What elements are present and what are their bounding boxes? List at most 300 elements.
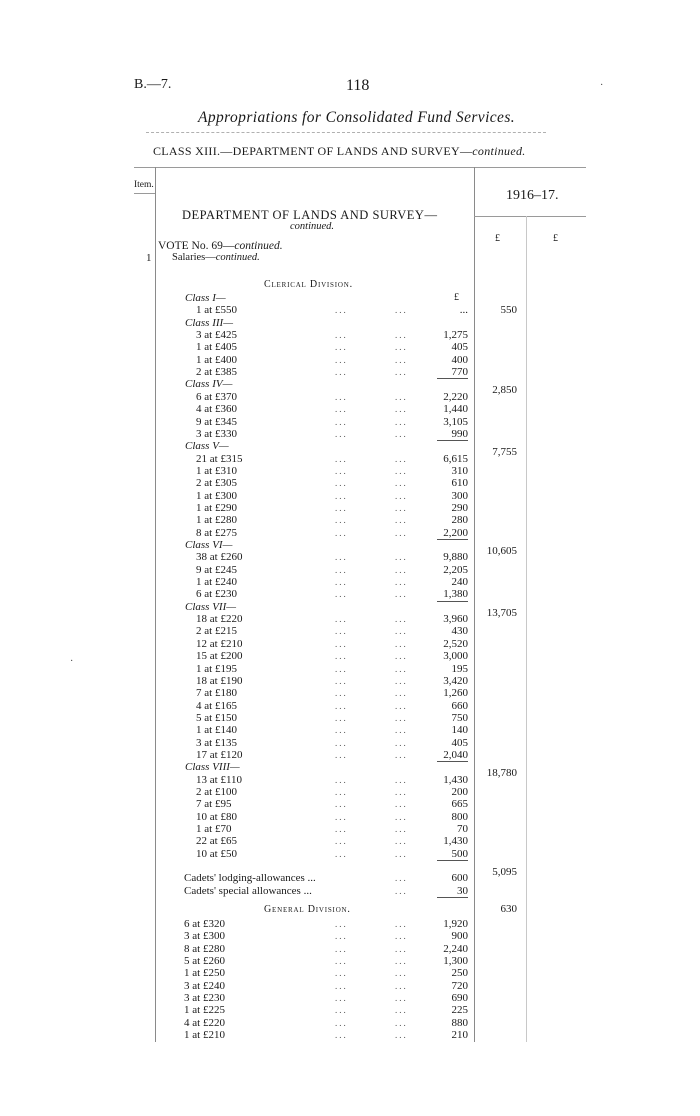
clerical-label: Class VI—	[185, 539, 233, 551]
subtotal-rule	[437, 601, 468, 602]
clerical-row	[0, 786, 700, 798]
clerical-row	[0, 835, 700, 847]
clerical-label: 6 at £230	[196, 588, 237, 601]
clerical-row	[0, 391, 700, 403]
clerical-row	[0, 329, 700, 341]
clerical-label: 18 at £190	[196, 674, 243, 687]
clerical-row	[0, 737, 700, 749]
clerical-row	[0, 502, 700, 514]
leader-dots: ...	[395, 836, 408, 847]
leader-dots: ...	[395, 638, 408, 649]
clerical-label: Cadets' special allowances ...	[184, 884, 312, 897]
general-label: 3 at £240	[184, 979, 225, 992]
clerical-label: 2 at £215	[196, 625, 237, 638]
clerical-amount: 500	[451, 847, 468, 860]
clerical-row	[0, 675, 700, 687]
clerical-row	[0, 551, 700, 563]
leader-dots: ...	[335, 956, 348, 967]
leader-dots: ...	[335, 799, 348, 810]
clerical-amount: 280	[451, 514, 468, 527]
clerical-row	[0, 304, 700, 316]
currency-header-1: £	[495, 233, 500, 244]
general-row	[0, 955, 700, 967]
clerical-row	[0, 625, 700, 637]
leader-dots: ...	[395, 725, 408, 736]
leader-dots: ...	[395, 416, 408, 427]
clerical-label: 1 at £140	[196, 724, 237, 737]
clerical-amount: 1,275	[443, 329, 468, 342]
clerical-subtotal: 7,755	[492, 446, 517, 459]
clerical-amount: 310	[451, 464, 468, 477]
leader-dots: ...	[335, 614, 348, 625]
leader-dots: ...	[335, 465, 348, 476]
currency-header-2: £	[553, 233, 558, 244]
clerical-row	[0, 465, 700, 477]
clerical-label: Class IV—	[185, 378, 233, 391]
clerical-row	[0, 576, 700, 588]
clerical-label: 17 at £120	[196, 748, 243, 761]
leader-dots: ...	[335, 980, 348, 991]
clerical-label: 4 at £360	[196, 403, 237, 416]
vote-continued: continued.	[234, 240, 283, 252]
clerical-amount: 30	[457, 884, 468, 897]
leader-dots: ...	[335, 626, 348, 637]
clerical-label: 1 at £405	[196, 341, 237, 354]
clerical-amount: 430	[451, 625, 468, 638]
clerical-row	[0, 600, 700, 619]
leader-dots: ...	[335, 515, 348, 526]
leader-dots: ...	[395, 367, 408, 378]
general-amount: 690	[451, 992, 468, 1005]
leader-dots: ...	[395, 968, 408, 979]
general-row	[0, 967, 700, 979]
leader-dots: ...	[335, 700, 348, 711]
class-heading-continued: continued.	[472, 144, 526, 158]
leader-dots: ...	[395, 931, 408, 942]
class-heading-text: CLASS XIII.—DEPARTMENT OF LANDS AND SURVEY—	[153, 144, 473, 158]
clerical-label: 10 at £50	[196, 847, 237, 860]
clerical-amount: 1,430	[443, 773, 468, 786]
clerical-row	[0, 514, 700, 526]
leader-dots: ...	[335, 824, 348, 835]
page-title: Appropriations for Consolidated Fund Services.	[198, 109, 516, 126]
leader-dots: ...	[335, 811, 348, 822]
clerical-subtotal: 10,605	[486, 545, 517, 557]
clerical-amount: 2,220	[443, 390, 468, 403]
leader-dots: ...	[395, 490, 408, 501]
clerical-row	[0, 453, 700, 465]
general-label: 3 at £230	[184, 992, 225, 1005]
general-label: 3 at £300	[184, 930, 225, 943]
clerical-amount: 770	[451, 366, 468, 379]
general-label: 6 at £320	[184, 918, 225, 930]
leader-dots: ...	[335, 638, 348, 649]
general-amount: 210	[451, 1029, 468, 1042]
item-column-header: Item.	[134, 180, 154, 190]
clerical-row	[0, 811, 700, 823]
clerical-row	[0, 663, 700, 675]
general-amount: 225	[451, 1004, 468, 1017]
clerical-label: 6 at £370	[196, 390, 237, 403]
leader-dots: ...	[395, 943, 408, 954]
clerical-amount: 3,420	[443, 674, 468, 687]
clerical-amount: 3,960	[443, 613, 468, 626]
clerical-amount: 2,200	[443, 526, 468, 539]
clerical-division-heading: Clerical Division.	[264, 279, 353, 290]
clerical-label: 3 at £330	[196, 427, 237, 440]
leader-dots: ...	[395, 342, 408, 353]
clerical-subtotal: 550	[500, 304, 517, 317]
clerical-label: 7 at £180	[196, 687, 237, 700]
leader-dots: ...	[395, 527, 408, 538]
clerical-row	[0, 724, 700, 736]
print-mark: ·	[600, 80, 604, 91]
clerical-label: 3 at £425	[196, 329, 237, 342]
clerical-label: 4 at £165	[196, 699, 237, 712]
leader-dots: ...	[335, 737, 348, 748]
leader-dots: ...	[335, 478, 348, 489]
general-row	[0, 980, 700, 992]
clerical-amount: 240	[451, 576, 468, 589]
salaries-heading	[172, 252, 260, 263]
page-number: 118	[346, 77, 370, 94]
leader-dots: ...	[395, 515, 408, 526]
clerical-row	[0, 613, 700, 625]
general-amount: 1,300	[443, 955, 468, 968]
clerical-row	[0, 564, 700, 576]
clerical-label: 8 at £275	[196, 526, 237, 539]
leader-dots: ...	[335, 931, 348, 942]
clerical-row	[0, 477, 700, 489]
general-amount: 1,920	[443, 918, 468, 930]
clerical-subtotal: 630	[500, 903, 517, 916]
clerical-label: 1 at £550	[196, 304, 237, 317]
leader-dots: ...	[395, 453, 408, 464]
clerical-label: Class V—	[185, 440, 229, 453]
clerical-amount: ...	[459, 304, 468, 317]
clerical-amount: 610	[451, 477, 468, 490]
clerical-row	[0, 403, 700, 415]
leader-dots: ...	[395, 614, 408, 625]
leader-dots: ...	[335, 774, 348, 785]
leader-dots: ...	[335, 1030, 348, 1041]
clerical-amount: 140	[451, 724, 468, 737]
clerical-amount: 9,880	[443, 551, 468, 564]
leader-dots: ...	[395, 1030, 408, 1041]
leader-dots: ...	[395, 885, 408, 896]
print-mark: ·	[70, 656, 74, 667]
leader-dots: ...	[395, 626, 408, 637]
clerical-label: 1 at £240	[196, 576, 237, 589]
leader-dots: ...	[335, 943, 348, 954]
clerical-amount: 660	[451, 699, 468, 712]
leader-dots: ...	[335, 416, 348, 427]
clerical-amount: 990	[451, 427, 468, 440]
leader-dots: ...	[395, 465, 408, 476]
item-header-rule	[134, 193, 155, 194]
clerical-label: 1 at £310	[196, 464, 237, 477]
leader-dots: ...	[395, 1005, 408, 1016]
general-amount: 900	[451, 930, 468, 943]
clerical-label: 9 at £345	[196, 415, 237, 428]
leader-dots: ...	[395, 737, 408, 748]
leader-dots: ...	[335, 651, 348, 662]
clerical-row	[0, 798, 700, 810]
leader-dots: ...	[335, 367, 348, 378]
clerical-subtotal: 5,095	[492, 866, 517, 879]
leader-dots: ...	[395, 811, 408, 822]
leader-dots: ...	[395, 305, 408, 316]
leader-dots: ...	[335, 968, 348, 979]
clerical-label: 13 at £110	[196, 773, 243, 786]
department-title: DEPARTMENT OF LANDS AND SURVEY—	[182, 208, 438, 222]
clerical-row	[0, 527, 700, 539]
clerical-amount: 1,380	[443, 588, 468, 601]
general-division-heading: General Division.	[264, 904, 351, 915]
clerical-amount: 600	[451, 872, 468, 885]
leader-dots: ...	[395, 502, 408, 513]
clerical-row	[0, 638, 700, 650]
clerical-label: 3 at £135	[196, 736, 237, 749]
salaries-item-number: 1	[146, 252, 152, 264]
clerical-label: 2 at £100	[196, 786, 237, 798]
general-label: 8 at £280	[184, 942, 225, 955]
clerical-subtotal: 13,705	[486, 606, 517, 619]
clerical-label: 21 at £315	[196, 452, 243, 465]
clerical-row	[0, 292, 700, 304]
clerical-amount: 1,430	[443, 835, 468, 848]
leader-dots: ...	[395, 824, 408, 835]
clerical-label: 38 at £260	[196, 551, 243, 564]
clerical-amount: 195	[451, 662, 468, 675]
leader-dots: ...	[395, 712, 408, 723]
leader-dots: ...	[335, 836, 348, 847]
clerical-amount: 1,440	[443, 403, 468, 416]
leader-dots: ...	[395, 956, 408, 967]
clerical-row	[0, 416, 700, 428]
clerical-row	[0, 490, 700, 502]
leader-dots: ...	[395, 749, 408, 760]
leader-dots: ...	[395, 577, 408, 588]
clerical-label: 5 at £150	[196, 711, 237, 724]
clerical-label: 2 at £385	[196, 366, 237, 379]
clerical-label: 10 at £80	[196, 810, 237, 823]
leader-dots: ...	[335, 589, 348, 600]
clerical-label: 1 at £280	[196, 514, 237, 527]
year-header: 1916–17.	[506, 188, 559, 203]
clerical-amount: 2,040	[443, 748, 468, 761]
clerical-row	[0, 749, 700, 761]
general-row	[0, 1029, 700, 1041]
leader-dots: ...	[395, 675, 408, 686]
clerical-label: 18 at £220	[196, 613, 243, 626]
clerical-label: Class VII—	[185, 600, 237, 613]
clerical-label: 1 at £195	[196, 662, 237, 675]
leader-dots: ...	[335, 330, 348, 341]
salaries-label: Salaries—	[172, 252, 216, 263]
leader-dots: ...	[395, 589, 408, 600]
leader-dots: ...	[335, 787, 348, 797]
clerical-amount: 665	[451, 798, 468, 811]
leader-dots: ...	[395, 688, 408, 699]
leader-dots: ...	[395, 651, 408, 662]
clerical-amount: 2,205	[443, 563, 468, 576]
leader-dots: ...	[335, 404, 348, 415]
leader-dots: ...	[335, 305, 348, 316]
clerical-amount: 300	[451, 489, 468, 502]
leader-dots: ...	[395, 873, 408, 884]
subtotal-rule	[437, 897, 468, 898]
department-continued: continued.	[290, 221, 335, 232]
title-rule	[146, 132, 546, 133]
general-row	[0, 918, 700, 930]
clerical-amount: 405	[451, 341, 468, 354]
leader-dots: ...	[395, 663, 408, 674]
leader-dots: ...	[395, 774, 408, 785]
clerical-row	[0, 428, 700, 440]
subtotal-rule	[437, 378, 468, 379]
subtotal-rule	[437, 539, 468, 540]
page-reference: B.—7.	[134, 77, 172, 92]
general-label: 4 at £220	[184, 1016, 225, 1029]
clerical-amount: 405	[451, 736, 468, 749]
clerical-row	[0, 650, 700, 662]
clerical-row	[0, 885, 700, 897]
leader-dots: ...	[335, 749, 348, 760]
general-row	[0, 992, 700, 1004]
leader-dots: ...	[335, 527, 348, 538]
leader-dots: ...	[335, 564, 348, 575]
general-row	[0, 930, 700, 942]
general-row	[0, 1004, 700, 1016]
clerical-label: Class I—	[185, 292, 226, 304]
clerical-amount: 3,000	[443, 650, 468, 663]
leader-dots: ...	[335, 490, 348, 501]
leader-dots: ...	[395, 564, 408, 575]
leader-dots: ...	[395, 330, 408, 341]
leader-dots: ...	[335, 1005, 348, 1016]
general-row	[0, 943, 700, 955]
clerical-label: 7 at £95	[196, 798, 232, 811]
table-top-rule	[134, 167, 586, 168]
general-row	[0, 1017, 700, 1029]
leader-dots: ...	[335, 675, 348, 686]
leader-dots: ...	[395, 404, 408, 415]
leader-dots: ...	[335, 663, 348, 674]
leader-dots: ...	[335, 993, 348, 1004]
general-amount: 2,240	[443, 942, 468, 955]
class-heading	[153, 144, 526, 159]
clerical-row	[0, 366, 700, 378]
clerical-label: 1 at £290	[196, 501, 237, 514]
year-rule	[474, 216, 586, 217]
general-amount: 720	[451, 979, 468, 992]
leader-dots: ...	[395, 478, 408, 489]
leader-dots: ...	[335, 919, 348, 929]
leader-dots: ...	[335, 712, 348, 723]
clerical-row	[0, 848, 700, 860]
clerical-row	[0, 687, 700, 699]
clerical-row	[0, 872, 700, 884]
general-label: 1 at £225	[184, 1004, 225, 1017]
clerical-label: 22 at £65	[196, 835, 237, 848]
amount-currency-label: £	[454, 292, 459, 303]
general-label: 1 at £250	[184, 967, 225, 980]
leader-dots: ...	[395, 552, 408, 563]
leader-dots: ...	[395, 848, 408, 859]
leader-dots: ...	[395, 428, 408, 439]
leader-dots: ...	[335, 1017, 348, 1028]
leader-dots: ...	[335, 502, 348, 513]
subtotal-rule	[437, 761, 468, 762]
clerical-row	[0, 588, 700, 600]
leader-dots: ...	[395, 700, 408, 711]
clerical-label: 1 at £400	[196, 353, 237, 366]
clerical-amount: 200	[451, 786, 468, 798]
clerical-row	[0, 712, 700, 724]
subtotal-rule	[437, 860, 468, 861]
general-amount: 880	[451, 1016, 468, 1029]
general-label: 5 at £260	[184, 955, 225, 968]
clerical-label: 12 at £210	[196, 637, 243, 650]
clerical-label: 9 at £245	[196, 563, 237, 576]
subtotal-rule	[437, 440, 468, 441]
salaries-continued: continued.	[215, 252, 260, 263]
clerical-amount: 3,105	[443, 415, 468, 428]
clerical-amount: 1,260	[443, 687, 468, 700]
leader-dots: ...	[335, 848, 348, 859]
leader-dots: ...	[335, 577, 348, 588]
leader-dots: ...	[395, 993, 408, 1004]
clerical-row	[0, 823, 700, 835]
clerical-amount: 70	[457, 823, 468, 836]
clerical-subtotal: 2,850	[492, 384, 517, 397]
leader-dots: ...	[395, 391, 408, 402]
leader-dots: ...	[395, 799, 408, 810]
clerical-label: Class III—	[185, 316, 233, 329]
general-label: 1 at £210	[184, 1029, 225, 1042]
clerical-amount: 400	[451, 353, 468, 366]
clerical-label: Class VIII—	[185, 761, 240, 774]
clerical-label: 2 at £305	[196, 477, 237, 490]
clerical-row	[0, 700, 700, 712]
clerical-row	[0, 354, 700, 366]
clerical-amount: 6,615	[443, 452, 468, 465]
clerical-label: 1 at £70	[196, 823, 232, 836]
leader-dots: ...	[395, 787, 408, 797]
clerical-amount: 290	[451, 501, 468, 514]
clerical-row	[0, 539, 700, 557]
leader-dots: ...	[395, 1017, 408, 1028]
leader-dots: ...	[395, 980, 408, 991]
clerical-label: 15 at £200	[196, 650, 243, 663]
leader-dots: ...	[335, 342, 348, 353]
vote-label: VOTE No. 69—	[158, 240, 235, 252]
leader-dots: ...	[335, 428, 348, 439]
leader-dots: ...	[335, 391, 348, 402]
clerical-row	[0, 341, 700, 353]
clerical-row	[0, 774, 700, 786]
general-amount: 250	[451, 967, 468, 980]
leader-dots: ...	[395, 354, 408, 365]
clerical-subtotal: 18,780	[486, 767, 517, 780]
leader-dots: ...	[395, 919, 408, 929]
clerical-amount: 800	[451, 810, 468, 823]
clerical-amount: 2,520	[443, 637, 468, 650]
leader-dots: ...	[335, 354, 348, 365]
clerical-amount: 750	[451, 711, 468, 724]
leader-dots: ...	[335, 453, 348, 464]
